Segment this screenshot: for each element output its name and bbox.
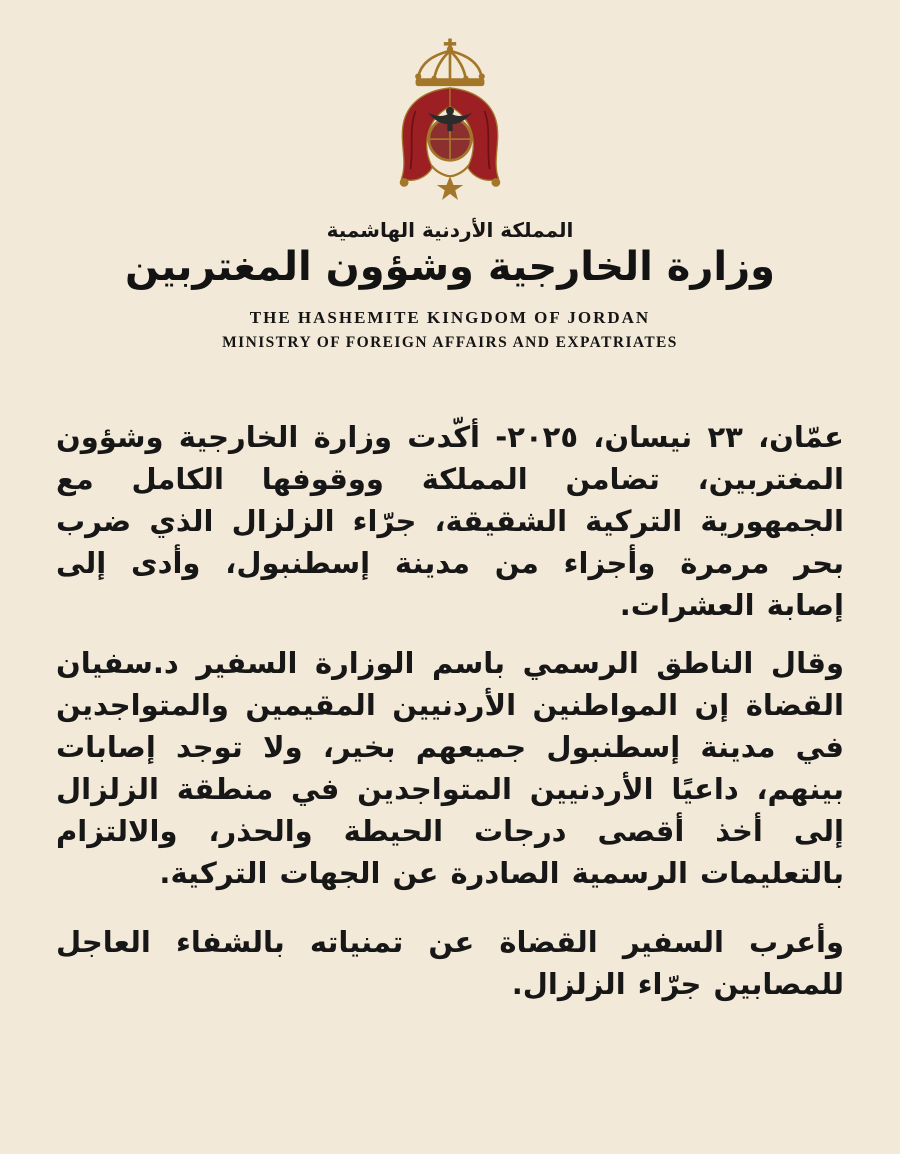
statement-paragraph-1: عمّان، ٢٣ نيسان، ٢٠٢٥- أكّدت وزارة الخارجية وشؤون المغتربين، تضامن المملكة ووقوفها الكامل مع الجمهورية التركية الشقيقة، جرّاء الزلزال الذي ضرب بحر مرمرة وأجزاء من مدينة إسطنبول، وأدى إلى إصابة العشرات.	[56, 420, 844, 623]
ministry-name-english: MINISTRY OF FOREIGN AFFAIRS AND EXPATRIATES	[222, 334, 678, 351]
statement-paragraph-3: وأعرب السفير القضاة عن تمنياته بالشفاء العاجل للمصابين جرّاء الزلزال.	[56, 924, 844, 1001]
royal-crest-icon	[375, 36, 525, 214]
jordan-royal-crest-emblem	[56, 36, 844, 214]
ministry-name-arabic-calligraphy: وزارة الخارجية وشؤون المغتربين	[125, 244, 775, 290]
kingdom-name-english: THE HASHEMITE KINGDOM OF JORDAN	[249, 308, 651, 327]
statement-body	[56, 416, 844, 1005]
statement-paragraph-2: وقال الناطق الرسمي باسم الوزارة السفير د.سفيان القضاة إن المواطنين الأردنيين المقيمين والمتواجدين في مدينة إسطنبول جميعهم بخير، ولا توجد إصابات بينهم، داعيًا الأردنيين المتواجدين في منطقة الزلزال إلى أخذ أقصى درجات الحيطة والحذر، والالتزام بالتعليمات الرسمية الصادرة عن الجهات التركية.	[56, 646, 844, 891]
kingdom-name-arabic: المملكة الأردنية الهاشمية	[326, 218, 574, 242]
letterhead	[56, 36, 844, 352]
